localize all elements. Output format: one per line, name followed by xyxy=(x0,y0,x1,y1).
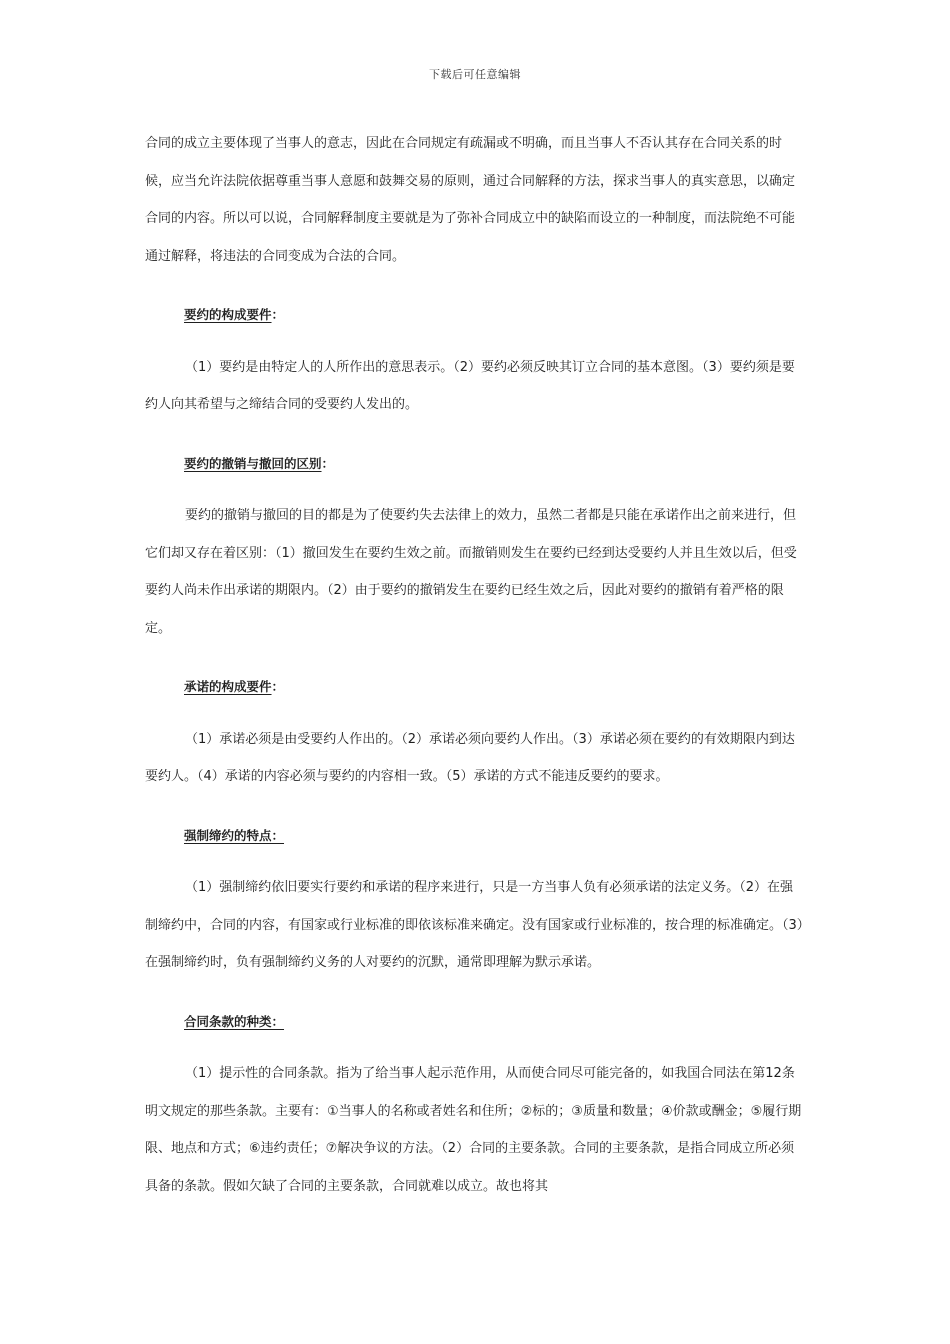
section-heading-compulsory-contracting-text: 强制缔约的特点： xyxy=(184,827,285,843)
section-heading-revocation-withdrawal-text: 要约的撤销与撤回的区别 xyxy=(184,455,322,471)
revocation-withdrawal-paragraph: 要约的撤销与撤回的目的都是为了使要约失去法律上的效力，虽然二者都是只能在承诺作出之前来进行，但它们却又存在着区别：（1）撤回发生在要约生效之前。而撤销则发生在要约已经到达受要约人并且生效以后，但受要约人尚未作出承诺的期限内。（2）由于要约的撤销发生在要约已经生效之后，因此对要约的撤销有着严格的限定。 xyxy=(145,508,797,636)
section-heading-clause-types-text: 合同条款的种类： xyxy=(184,1013,285,1029)
acceptance-elements-paragraph: （1）承诺必须是由受要约人作出的。（2）承诺必须向要约人作出。（3）承诺必须在要约的有效期限内到达要约人。（4）承诺的内容必须与要约的内容相一致。（5）承诺的方式不能违反要约的要求。 xyxy=(145,731,795,784)
clause-types-paragraph: （1）提示性的合同条款。指为了给当事人起示范作用，从而使合同尽可能完备的，如我国合同法在第12条明文规定的那些条款。主要有：①当事人的名称或者姓名和住所；②标的；③质量和数量；④价款或酬金；⑤履行期限、地点和方式；⑥违约责任；⑦解决争议的方法。（2）合同的主要条款。合同的主要条款，是指合同成立所必须具备的条款。假如欠缺了合同的主要条款，合同就难以成立。故也将其 xyxy=(145,1066,802,1194)
section-heading-acceptance-elements-colon: ： xyxy=(271,679,285,694)
section-heading-revocation-withdrawal-colon: ： xyxy=(321,455,335,471)
compulsory-contracting-paragraph: （1）强制缔约依旧要实行要约和承诺的程序来进行，只是一方当事人负有必须承诺的法定义务。（2）在强制缔约中，合同的内容，有国家或行业标准的即依该标准来确定。没有国家或行业标准的，按合理的标准确定。（3）在强制缔约时，负有强制缔约义务的人对要约的沉默，通常即理解为默示承诺。 xyxy=(145,880,804,970)
intro-paragraph: 合同的成立主要体现了当事人的意志，因此在合同规定有疏漏或不明确，而且当事人不否认其存在合同关系的时候，应当允许法院依据尊重当事人意愿和鼓舞交易的原则，通过合同解释的方法，探求当事人的真实意思，以确定合同的内容。所以可以说，合同解释制度主要就是为了弥补合同成立中的缺陷而设立的一种制度，而法院绝不可能通过解释，将违法的合同变成为合法的合同。 xyxy=(145,136,796,264)
page-header: 下载后可任意编辑 xyxy=(429,68,521,81)
section-heading-offer-elements-colon: ： xyxy=(271,307,285,322)
section-heading-acceptance-elements xyxy=(145,668,805,706)
document-body xyxy=(145,125,805,1205)
section-heading-compulsory-contracting xyxy=(145,817,805,855)
section-heading-acceptance-elements-text: 承诺的构成要件 xyxy=(184,679,272,694)
offer-elements-paragraph: （1）要约是由特定人的人所作出的意思表示。（2）要约必须反映其订立合同的基本意图。（3）要约须是要约人向其希望与之缔结合同的受要约人发出的。 xyxy=(145,359,795,412)
section-heading-revocation-withdrawal xyxy=(145,445,805,483)
section-heading-offer-elements-text: 要约的构成要件 xyxy=(184,307,272,322)
section-heading-offer-elements xyxy=(145,296,805,334)
section-heading-clause-types xyxy=(145,1003,805,1041)
